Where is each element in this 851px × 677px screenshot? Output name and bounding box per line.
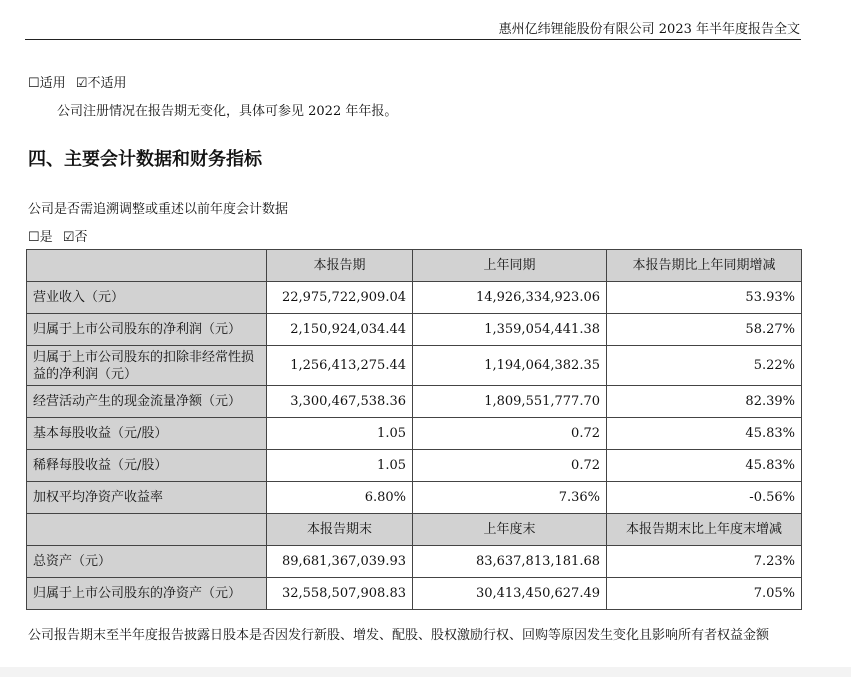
table-row (27, 282, 802, 314)
row-label: 营业收入（元） (27, 282, 267, 314)
current-value: 6.80% (267, 482, 413, 514)
prior-value: 30,413,450,627.49 (413, 578, 607, 610)
current-value: 89,681,367,039.93 (267, 546, 413, 578)
table-row (27, 482, 802, 514)
row-label: 基本每股收益（元/股） (27, 418, 267, 450)
row-label: 稀释每股收益（元/股） (27, 450, 267, 482)
applicable-checkbox: ☐ (28, 76, 40, 91)
header-cell (27, 514, 267, 546)
restate-answer (28, 226, 87, 245)
yes-checkbox: ☐ (28, 230, 40, 245)
page-bottom-band (0, 667, 851, 677)
financial-data-table (26, 249, 802, 610)
change-value: 82.39% (607, 386, 802, 418)
header-cell: 上年度末 (413, 514, 607, 546)
share-change-question: 公司报告期末至半年度报告披露日股本是否因发行新股、增发、配股、股权激励行权、回购等原因发生变化且影响所有者权益金额 (28, 628, 770, 643)
current-value: 32,558,507,908.83 (267, 578, 413, 610)
yes-label: 是 (39, 230, 53, 245)
change-value: -0.56% (607, 482, 802, 514)
no-label: 否 (74, 230, 88, 245)
prior-value: 7.36% (413, 482, 607, 514)
row-label: 归属于上市公司股东的净利润（元） (27, 314, 267, 346)
current-value: 1.05 (267, 450, 413, 482)
table-row (27, 450, 802, 482)
applicable-label: 适用 (39, 76, 66, 91)
header-cell: 本报告期 (267, 250, 413, 282)
prior-value: 1,194,064,382.35 (413, 346, 607, 386)
current-value: 3,300,467,538.36 (267, 386, 413, 418)
prior-value: 1,359,054,441.38 (413, 314, 607, 346)
change-value: 5.22% (607, 346, 802, 386)
header-cell (27, 250, 267, 282)
section-title: 四、主要会计数据和财务指标 (28, 149, 262, 170)
table-row (27, 546, 802, 578)
prior-value: 1,809,551,777.70 (413, 386, 607, 418)
change-value: 45.83% (607, 418, 802, 450)
applicability-options (28, 72, 126, 91)
header-divider (25, 39, 801, 40)
table-header-row (27, 250, 802, 282)
not-applicable-checkbox: ☑ (75, 76, 88, 91)
row-label: 经营活动产生的现金流量净额（元） (27, 386, 267, 418)
change-value: 7.23% (607, 546, 802, 578)
row-label: 归属于上市公司股东的扣除非经常性损益的净利润（元） (27, 346, 267, 386)
header-cell: 本报告期末比上年度末增减 (607, 514, 802, 546)
change-value: 53.93% (607, 282, 802, 314)
current-value: 1.05 (267, 418, 413, 450)
table-row (27, 346, 802, 386)
row-label: 加权平均净资产收益率 (27, 482, 267, 514)
prior-value: 0.72 (413, 450, 607, 482)
prior-value: 0.72 (413, 418, 607, 450)
current-value: 2,150,924,034.44 (267, 314, 413, 346)
current-value: 22,975,722,909.04 (267, 282, 413, 314)
header-cell: 上年同期 (413, 250, 607, 282)
table-row (27, 578, 802, 610)
table-row (27, 386, 802, 418)
table-row (27, 314, 802, 346)
table-row (27, 418, 802, 450)
table-header-row (27, 514, 802, 546)
header-cell: 本报告期比上年同期增减 (607, 250, 802, 282)
change-value: 45.83% (607, 450, 802, 482)
header-cell: 本报告期末 (267, 514, 413, 546)
not-applicable-label: 不适用 (87, 76, 127, 91)
registration-note: 公司注册情况在报告期无变化，具体可参见 2022 年年报。 (57, 104, 398, 119)
change-value: 58.27% (607, 314, 802, 346)
report-header-title: 惠州亿纬锂能股份有限公司 2023 年半年度报告全文 (498, 22, 800, 37)
prior-value: 83,637,813,181.68 (413, 546, 607, 578)
row-label: 归属于上市公司股东的净资产（元） (27, 578, 267, 610)
current-value: 1,256,413,275.44 (267, 346, 413, 386)
row-label: 总资产（元） (27, 546, 267, 578)
prior-value: 14,926,334,923.06 (413, 282, 607, 314)
restate-question: 公司是否需追溯调整或重述以前年度会计数据 (28, 202, 289, 217)
change-value: 7.05% (607, 578, 802, 610)
no-checkbox: ☑ (62, 230, 75, 245)
